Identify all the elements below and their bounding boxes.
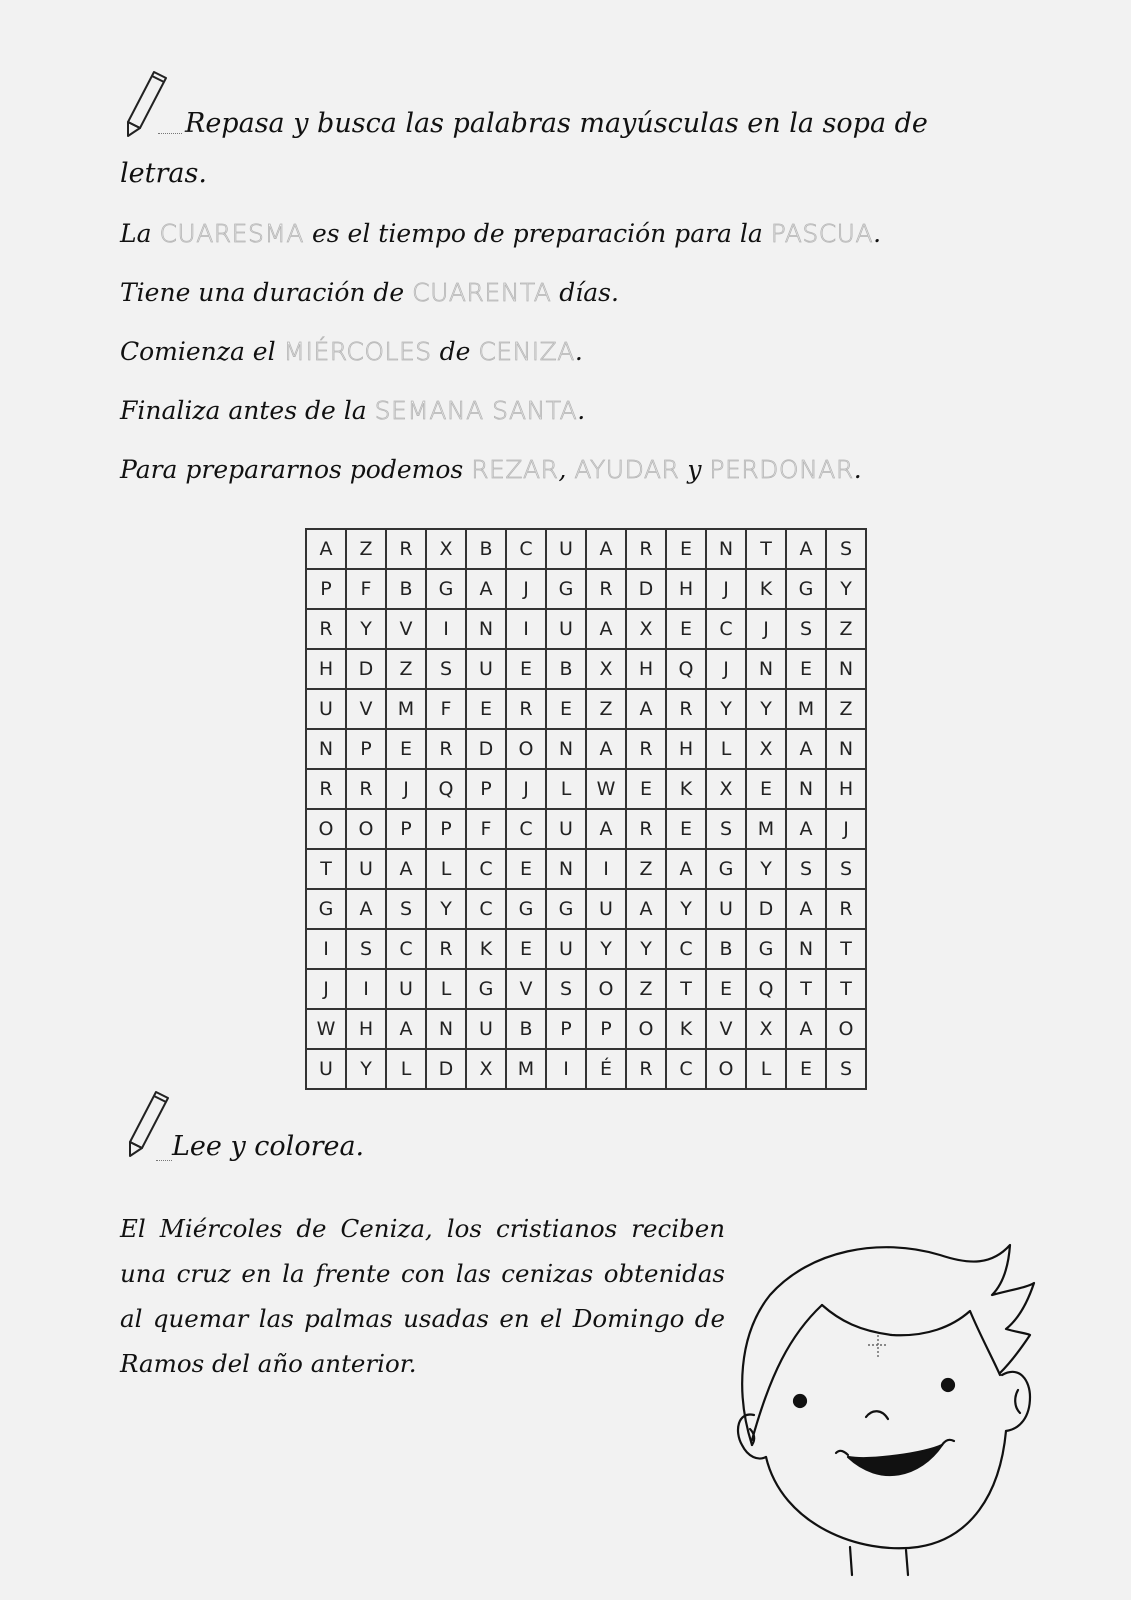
grid-cell: L <box>386 1049 426 1089</box>
grid-cell: R <box>586 569 626 609</box>
grid-cell: Y <box>666 889 706 929</box>
grid-cell: I <box>586 849 626 889</box>
grid-cell: S <box>786 609 826 649</box>
sentence-4: Finaliza antes de la SEMANA SANTA. <box>120 396 586 425</box>
grid-cell: Z <box>626 849 666 889</box>
grid-cell: L <box>426 849 466 889</box>
grid-cell: T <box>786 969 826 1009</box>
grid-row <box>306 1049 866 1089</box>
grid-cell: M <box>786 689 826 729</box>
grid-cell: R <box>426 729 466 769</box>
grid-cell: P <box>466 769 506 809</box>
grid-cell: E <box>666 609 706 649</box>
grid-cell: E <box>506 649 546 689</box>
grid-cell: G <box>466 969 506 1009</box>
grid-cell: A <box>586 809 626 849</box>
grid-cell: C <box>506 809 546 849</box>
grid-cell: G <box>426 569 466 609</box>
grid-cell: V <box>346 689 386 729</box>
grid-cell: B <box>386 569 426 609</box>
grid-cell: O <box>346 809 386 849</box>
grid-cell: V <box>386 609 426 649</box>
grid-cell: X <box>746 729 786 769</box>
grid-cell: N <box>786 929 826 969</box>
grid-cell: S <box>826 529 866 569</box>
grid-cell: E <box>546 689 586 729</box>
grid-cell: R <box>626 729 666 769</box>
pencil-icon <box>126 1086 176 1158</box>
grid-cell: F <box>466 809 506 849</box>
grid-cell: X <box>706 769 746 809</box>
grid-cell: O <box>826 1009 866 1049</box>
grid-cell: Z <box>626 969 666 1009</box>
grid-cell: H <box>346 1009 386 1049</box>
grid-cell: P <box>346 729 386 769</box>
grid-cell: A <box>586 729 626 769</box>
grid-cell: E <box>746 769 786 809</box>
grid-cell: T <box>306 849 346 889</box>
grid-cell: A <box>306 529 346 569</box>
grid-cell: D <box>626 569 666 609</box>
grid-cell: Y <box>426 889 466 929</box>
grid-cell: W <box>306 1009 346 1049</box>
trace-word: CENIZA <box>478 337 575 366</box>
grid-cell: J <box>706 569 746 609</box>
grid-cell: C <box>466 849 506 889</box>
grid-cell: H <box>666 569 706 609</box>
trace-word: SEMANA SANTA <box>374 396 578 425</box>
grid-row <box>306 1009 866 1049</box>
grid-cell: G <box>746 929 786 969</box>
grid-cell: I <box>306 929 346 969</box>
grid-cell: Q <box>426 769 466 809</box>
grid-cell: T <box>826 969 866 1009</box>
grid-cell: F <box>426 689 466 729</box>
grid-cell: U <box>706 889 746 929</box>
grid-cell: D <box>466 729 506 769</box>
grid-cell: R <box>666 689 706 729</box>
grid-cell: R <box>626 529 666 569</box>
grid-cell: R <box>306 609 346 649</box>
grid-cell: S <box>826 849 866 889</box>
grid-cell: I <box>546 1049 586 1089</box>
grid-cell: E <box>506 849 546 889</box>
grid-cell: Z <box>826 609 866 649</box>
grid-cell: G <box>786 569 826 609</box>
trace-word: PASCUA <box>770 219 874 248</box>
trace-word: PERDONAR <box>709 455 854 484</box>
grid-cell: I <box>426 609 466 649</box>
grid-cell: R <box>626 809 666 849</box>
grid-cell: S <box>786 849 826 889</box>
grid-cell: O <box>586 969 626 1009</box>
trace-word: MIÉRCOLES <box>283 337 432 366</box>
grid-cell: O <box>306 809 346 849</box>
grid-cell: O <box>626 1009 666 1049</box>
grid-cell: R <box>426 929 466 969</box>
grid-cell: W <box>586 769 626 809</box>
grid-cell: U <box>546 929 586 969</box>
grid-cell: M <box>746 809 786 849</box>
grid-cell: P <box>546 1009 586 1049</box>
grid-cell: U <box>466 649 506 689</box>
grid-cell: D <box>426 1049 466 1089</box>
grid-cell: A <box>786 809 826 849</box>
grid-cell: E <box>666 529 706 569</box>
grid-cell: P <box>386 809 426 849</box>
grid-cell: U <box>546 529 586 569</box>
grid-cell: V <box>506 969 546 1009</box>
grid-cell: E <box>706 969 746 1009</box>
grid-cell: U <box>306 1049 346 1089</box>
grid-cell: O <box>706 1049 746 1089</box>
grid-cell: A <box>786 729 826 769</box>
grid-cell: Y <box>346 1049 386 1089</box>
grid-cell: J <box>306 969 346 1009</box>
grid-cell: E <box>506 929 546 969</box>
activity2-paragraph: El Miércoles de Ceniza, los cristianos reciben una cruz en la frente con las cenizas obtenidas al quemar las palmas usadas en el Domingo de Ramos del año anterior. <box>120 1214 725 1378</box>
grid-cell: H <box>826 769 866 809</box>
grid-cell: B <box>706 929 746 969</box>
grid-cell: U <box>586 889 626 929</box>
grid-cell: Y <box>746 849 786 889</box>
grid-cell: C <box>666 1049 706 1089</box>
grid-cell: N <box>706 529 746 569</box>
grid-cell: R <box>306 769 346 809</box>
grid-cell: C <box>386 929 426 969</box>
grid-cell: A <box>386 1009 426 1049</box>
grid-cell: A <box>786 1009 826 1049</box>
grid-cell: D <box>346 649 386 689</box>
grid-cell: H <box>626 649 666 689</box>
grid-cell: R <box>826 889 866 929</box>
grid-cell: R <box>386 529 426 569</box>
trace-word: AYUDAR <box>574 455 680 484</box>
sentence-1: La CUARESMA es el tiempo de preparación para la PASCUA. <box>120 219 882 248</box>
sentence-2: Tiene una duración de CUARENTA días. <box>120 278 619 307</box>
grid-cell: Q <box>666 649 706 689</box>
grid-cell: N <box>466 609 506 649</box>
grid-cell: B <box>506 1009 546 1049</box>
grid-cell: E <box>626 769 666 809</box>
grid-cell: P <box>586 1009 626 1049</box>
grid-cell: X <box>626 609 666 649</box>
grid-cell: U <box>386 969 426 1009</box>
grid-row <box>306 689 866 729</box>
grid-row <box>306 569 866 609</box>
grid-cell: V <box>706 1009 746 1049</box>
sentence-3: Comienza el MIÉRCOLES de CENIZA. <box>120 337 583 366</box>
grid-cell: A <box>786 529 826 569</box>
grid-cell: A <box>626 889 666 929</box>
grid-cell: Z <box>346 529 386 569</box>
activity1-instruction-cont: letras. <box>120 158 207 189</box>
grid-cell: C <box>466 889 506 929</box>
grid-cell: L <box>706 729 746 769</box>
pencil-icon <box>124 66 174 138</box>
grid-cell: O <box>506 729 546 769</box>
grid-row <box>306 849 866 889</box>
grid-row <box>306 929 866 969</box>
grid-cell: G <box>706 849 746 889</box>
grid-cell: Y <box>586 929 626 969</box>
grid-cell: F <box>346 569 386 609</box>
grid-cell: C <box>666 929 706 969</box>
grid-cell: E <box>786 1049 826 1089</box>
grid-cell: R <box>626 1049 666 1089</box>
grid-cell: I <box>346 969 386 1009</box>
grid-cell: M <box>386 689 426 729</box>
grid-cell: S <box>706 809 746 849</box>
grid-cell: I <box>506 609 546 649</box>
grid-cell: H <box>666 729 706 769</box>
grid-cell: G <box>546 889 586 929</box>
grid-cell: T <box>826 929 866 969</box>
grid-cell: S <box>546 969 586 1009</box>
activity2-instruction: Lee y colorea. <box>172 1131 365 1162</box>
grid-cell: B <box>546 649 586 689</box>
word-search-grid <box>305 528 867 1090</box>
grid-cell: A <box>346 889 386 929</box>
grid-row <box>306 889 866 929</box>
grid-cell: X <box>466 1049 506 1089</box>
grid-cell: K <box>466 929 506 969</box>
grid-cell: N <box>546 729 586 769</box>
grid-row <box>306 769 866 809</box>
grid-cell: Y <box>346 609 386 649</box>
grid-cell: T <box>666 969 706 1009</box>
grid-cell: L <box>746 1049 786 1089</box>
grid-cell: E <box>666 809 706 849</box>
grid-cell: M <box>506 1049 546 1089</box>
boy-face-illustration <box>730 1225 1050 1595</box>
grid-cell: L <box>426 969 466 1009</box>
grid-row <box>306 529 866 569</box>
grid-cell: N <box>426 1009 466 1049</box>
grid-cell: H <box>306 649 346 689</box>
trace-word: REZAR <box>471 455 559 484</box>
grid-cell: U <box>546 809 586 849</box>
grid-cell: X <box>426 529 466 569</box>
grid-cell: K <box>666 769 706 809</box>
grid-cell: É <box>586 1049 626 1089</box>
grid-row <box>306 729 866 769</box>
grid-cell: Y <box>626 929 666 969</box>
grid-cell: C <box>506 529 546 569</box>
trace-word: CUARENTA <box>412 278 552 307</box>
grid-cell: Y <box>746 689 786 729</box>
grid-cell: G <box>306 889 346 929</box>
trace-word: CUARESMA <box>159 219 305 248</box>
grid-cell: J <box>506 569 546 609</box>
grid-cell: J <box>506 769 546 809</box>
grid-cell: X <box>746 1009 786 1049</box>
grid-cell: J <box>386 769 426 809</box>
grid-cell: S <box>346 929 386 969</box>
grid-cell: A <box>466 569 506 609</box>
grid-cell: S <box>426 649 466 689</box>
grid-cell: Z <box>586 689 626 729</box>
grid-cell: G <box>546 569 586 609</box>
grid-cell: P <box>426 809 466 849</box>
grid-cell: Z <box>826 689 866 729</box>
grid-cell: K <box>746 569 786 609</box>
grid-cell: R <box>346 769 386 809</box>
grid-cell: J <box>746 609 786 649</box>
grid-cell: J <box>706 649 746 689</box>
grid-cell: J <box>826 809 866 849</box>
grid-cell: N <box>826 649 866 689</box>
grid-cell: U <box>546 609 586 649</box>
grid-cell: D <box>746 889 786 929</box>
grid-cell: Y <box>706 689 746 729</box>
grid-cell: U <box>306 689 346 729</box>
grid-cell: C <box>706 609 746 649</box>
grid-cell: N <box>546 849 586 889</box>
sentence-5: Para prepararnos podemos REZAR, AYUDAR y PERDONAR. <box>120 455 862 484</box>
grid-cell: S <box>386 889 426 929</box>
grid-cell: X <box>586 649 626 689</box>
grid-cell: Y <box>826 569 866 609</box>
grid-cell: U <box>346 849 386 889</box>
grid-cell: L <box>546 769 586 809</box>
grid-cell: E <box>386 729 426 769</box>
grid-cell: A <box>386 849 426 889</box>
grid-cell: A <box>666 849 706 889</box>
grid-cell: N <box>786 769 826 809</box>
grid-cell: A <box>586 609 626 649</box>
grid-cell: T <box>746 529 786 569</box>
grid-cell: A <box>626 689 666 729</box>
grid-cell: B <box>466 529 506 569</box>
grid-row <box>306 609 866 649</box>
grid-cell: N <box>306 729 346 769</box>
grid-cell: N <box>746 649 786 689</box>
grid-cell: E <box>786 649 826 689</box>
grid-cell: E <box>466 689 506 729</box>
grid-cell: N <box>826 729 866 769</box>
grid-cell: K <box>666 1009 706 1049</box>
grid-cell: U <box>466 1009 506 1049</box>
grid-cell: Q <box>746 969 786 1009</box>
grid-cell: R <box>506 689 546 729</box>
activity1-instruction: Repasa y busca las palabras mayúsculas en la sopa de <box>185 108 928 139</box>
grid-cell: A <box>586 529 626 569</box>
grid-row <box>306 969 866 1009</box>
grid-row <box>306 809 866 849</box>
grid-cell: G <box>506 889 546 929</box>
grid-row <box>306 649 866 689</box>
grid-cell: Z <box>386 649 426 689</box>
grid-cell: P <box>306 569 346 609</box>
grid-cell: A <box>786 889 826 929</box>
grid-cell: S <box>826 1049 866 1089</box>
